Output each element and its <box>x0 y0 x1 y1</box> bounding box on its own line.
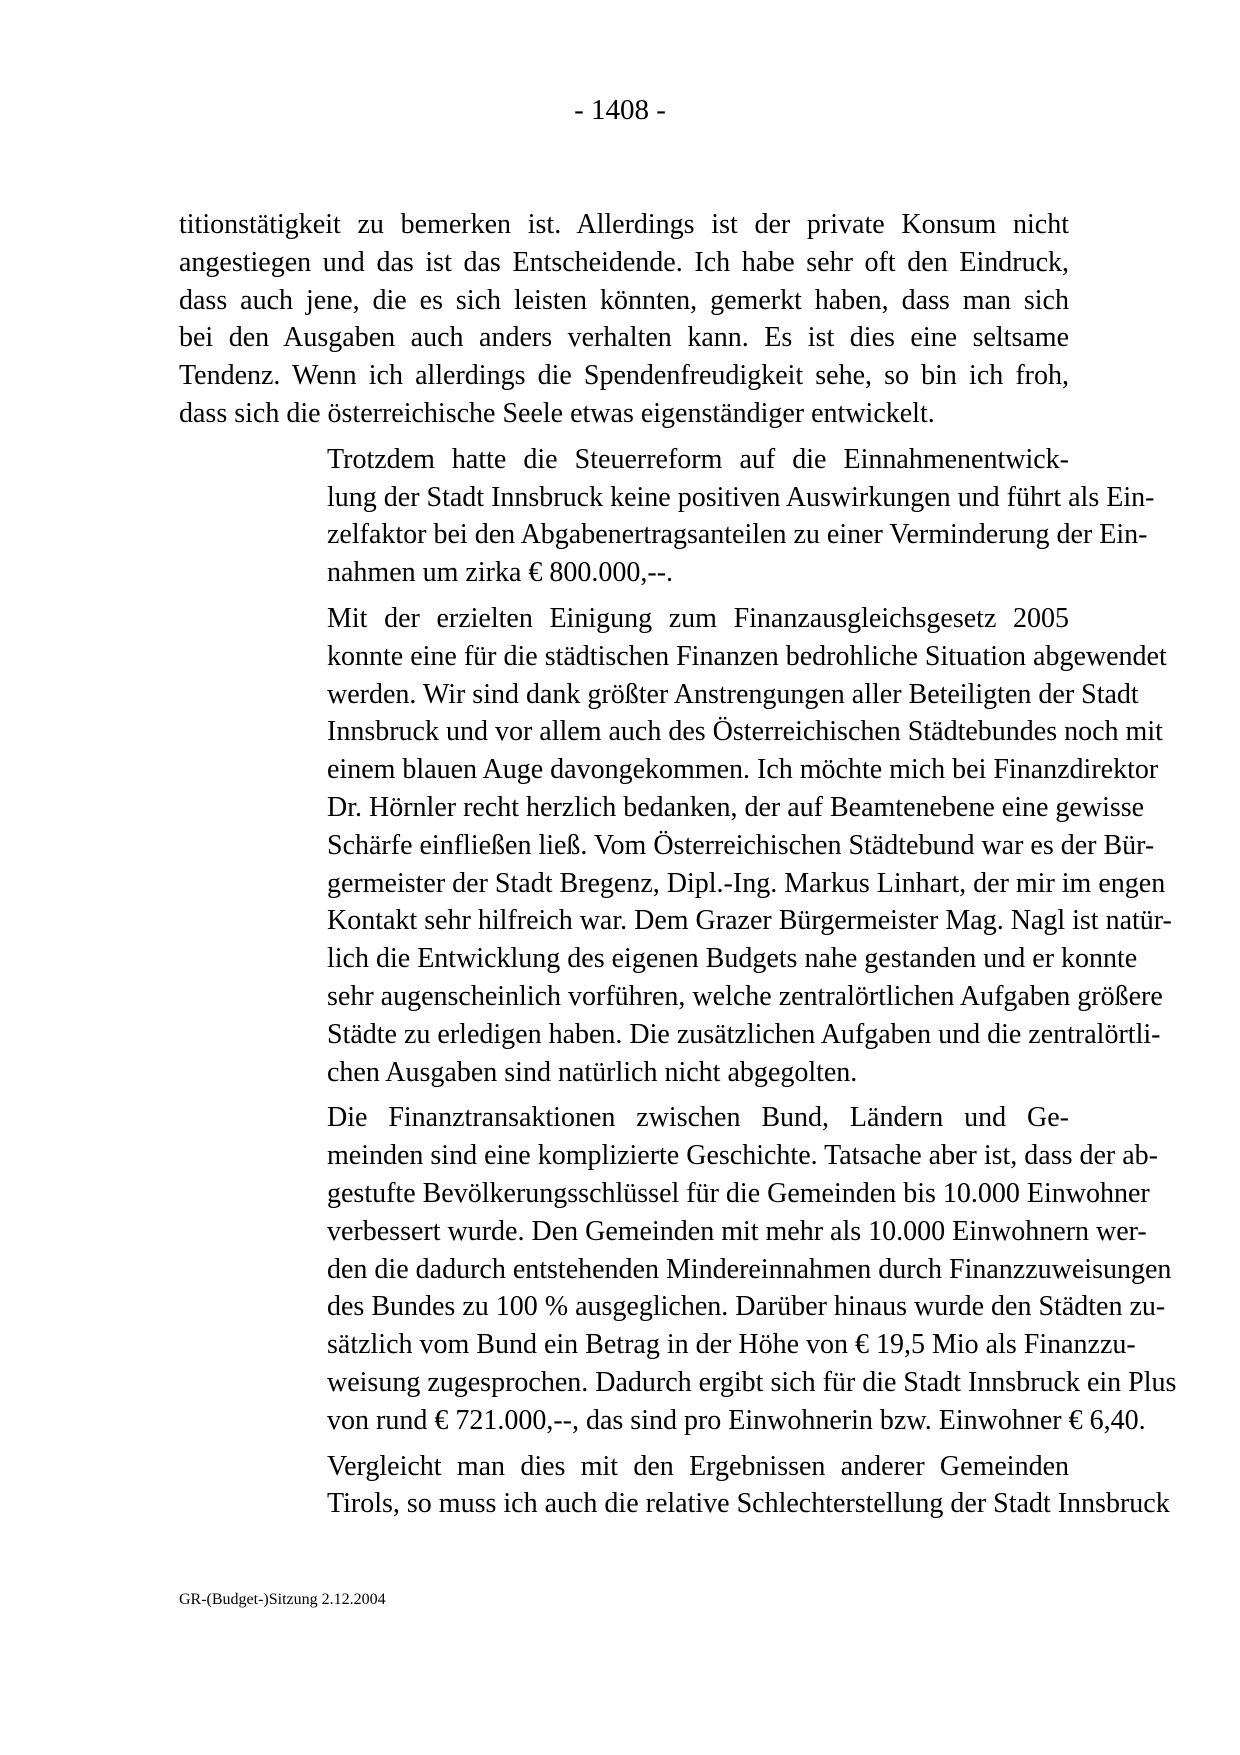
text-line: Die Finanztransaktionen zwischen Bund, Ländern und Ge- <box>327 1102 1069 1134</box>
text-line: lung der Stadt Innsbruck keine positiven Auswirkungen und führt als Ein- <box>327 481 1155 513</box>
text-line: konnte eine für die städtischen Finanzen bedrohliche Situation abgewendet <box>327 640 1167 672</box>
text-line: des Bundes zu 100 % ausgeglichen. Darüber hinaus wurde den Städten zu- <box>327 1291 1166 1323</box>
text-line: verbessert wurde. Den Gemeinden mit mehr als 10.000 Einwohnern wer- <box>327 1215 1147 1247</box>
text-line: nahmen um zirka € 800.000,--. <box>327 557 674 589</box>
paragraph <box>179 441 1155 592</box>
text-line: Tendenz. Wenn ich allerdings die Spendenfreudigkeit sehe, so bin ich froh, <box>179 360 1069 392</box>
text-line: Innsbruck und vor allem auch des Österreichischen Städtebundes noch mit <box>327 716 1163 748</box>
text-line: dass auch jene, die es sich leisten könnten, gemerkt haben, dass man sich <box>179 284 1069 316</box>
text-line: Schärfe einfließen ließ. Vom Österreichischen Städtebund war es der Bür- <box>327 829 1155 861</box>
text-line: sätzlich vom Bund ein Betrag in der Höhe von € 19,5 Mio als Finanzzu- <box>327 1329 1136 1361</box>
text-line: Mit der erzielten Einigung zum Finanzausgleichsgesetz 2005 <box>327 602 1069 634</box>
text-line: chen Ausgaben sind natürlich nicht abgegolten. <box>327 1056 858 1088</box>
text-line: titionstätigkeit zu bemerken ist. Allerdings ist der private Konsum nicht <box>179 209 1069 240</box>
text-line: meinden sind eine komplizierte Geschichte. Tatsache aber ist, dass der ab- <box>327 1140 1159 1172</box>
paragraph <box>179 600 1172 1091</box>
text-line: von rund € 721.000,--, das sind pro Einwohnerin bzw. Einwohner € 6,40. <box>327 1404 1146 1436</box>
paragraph <box>179 206 1069 433</box>
text-line: einem blauen Auge davongekommen. Ich möchte mich bei Finanzdirektor <box>327 754 1159 786</box>
text-line: Tirols, so muss ich auch die relative Schlechterstellung der Stadt Innsbruck <box>327 1488 1170 1520</box>
text-line: Städte zu erledigen haben. Die zusätzlichen Aufgaben und die zentralörtli- <box>327 1018 1161 1050</box>
text-line: Trotzdem hatte die Steuerreform auf die Einnahmenentwick- <box>327 443 1069 475</box>
paragraph <box>179 1448 1170 1524</box>
paragraph <box>179 1099 1177 1439</box>
text-line: dass sich die österreichische Seele etwas eigenständiger entwickelt. <box>179 397 935 429</box>
text-line: bei den Ausgaben auch anders verhalten kann. Es ist dies eine seltsame <box>179 322 1069 354</box>
page-footer: GR-(Budget-)Sitzung 2.12.2004 <box>179 1591 386 1608</box>
text-line: werden. Wir sind dank größter Anstrengungen aller Beteiligten der Stadt <box>327 678 1139 710</box>
text-line: sehr augenscheinlich vorführen, welche zentralörtlichen Aufgaben größere <box>327 980 1163 1012</box>
text-line: zelfaktor bei den Abgabenertragsanteilen zu einer Verminderung der Ein- <box>327 519 1148 551</box>
text-line: weisung zugesprochen. Dadurch ergibt sich für die Stadt Innsbruck ein Plus <box>327 1366 1177 1398</box>
text-line: Vergleicht man dies mit den Ergebnissen anderer Gemeinden <box>327 1450 1069 1482</box>
text-line: gestufte Bevölkerungsschlüssel für die Gemeinden bis 10.000 Einwohner <box>327 1177 1150 1209</box>
text-line: lich die Entwicklung des eigenen Budgets nahe gestanden und er konnte <box>327 943 1138 975</box>
text-line: angestiegen und das ist das Entscheidende. Ich habe sehr oft den Eindruck, <box>179 246 1069 278</box>
document-body <box>179 206 1177 1531</box>
text-line: Dr. Hörnler recht herzlich bedanken, der auf Beamtenebene eine gewisse <box>327 791 1145 823</box>
page-number: - 1408 - <box>574 94 666 126</box>
text-line: Kontakt sehr hilfreich war. Dem Grazer Bürgermeister Mag. Nagl ist natür- <box>327 905 1172 937</box>
text-line: den die dadurch entstehenden Mindereinnahmen durch Finanzzuweisungen <box>327 1253 1172 1285</box>
text-line: germeister der Stadt Bregenz, Dipl.-Ing. Markus Linhart, der mir im engen <box>327 867 1166 899</box>
